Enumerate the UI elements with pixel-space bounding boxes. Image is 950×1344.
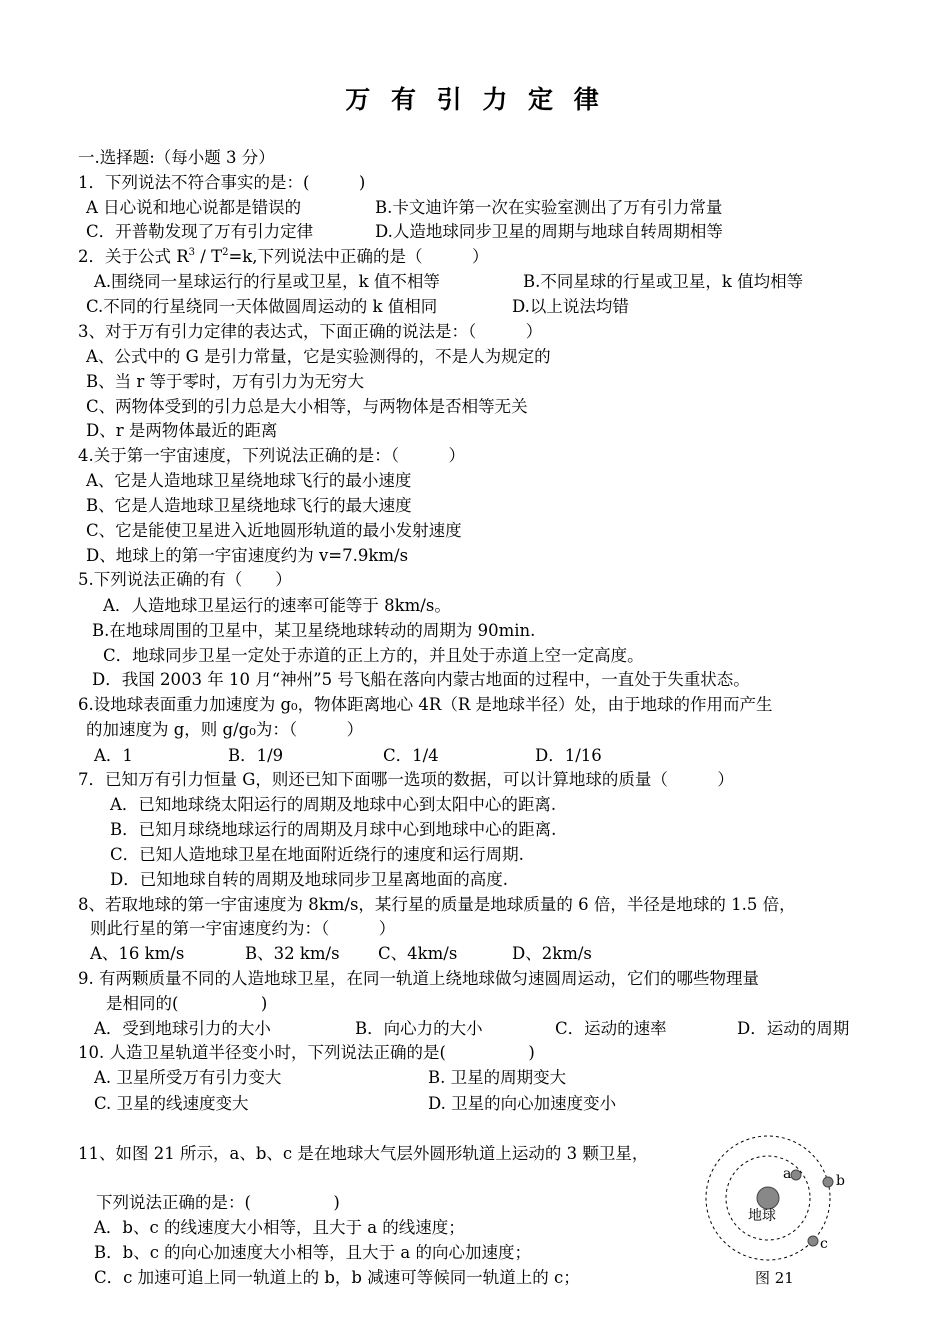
q2-stem: 2．关于公式 $R^3 / T^2=k$,下列说法中正确的是（ ） — [78, 247, 489, 266]
q10-stem: 10. 人造卫星轨道半径变小时，下列说法正确的是( ) — [78, 1043, 535, 1062]
q11-stem-line2: 下列说法正确的是：( ) — [96, 1193, 340, 1212]
q2-option-c: C.不同的行星绕同一天体做圆周运动的 k 值相同 — [86, 297, 438, 316]
earth-label: 地球 — [748, 1208, 776, 1224]
q9-option-a: A．受到地球引力的大小 — [94, 1019, 271, 1038]
q8-option-d: D、2km/s — [512, 944, 592, 963]
satellite-c-label: c — [820, 1236, 828, 1252]
satellite-c-icon — [808, 1236, 818, 1246]
q4-option-d: D、地球上的第一宇宙速度约为 v=7.9km/s — [86, 546, 409, 565]
q3-stem: 3、对于万有引力定律的表达式，下面正确的说法是：（ ） — [78, 322, 543, 341]
q8-stem-line1: 8、若取地球的第一宇宙速度为 8km/s，某行星的质量是地球质量的 6 倍，半径是地球的 1.5 倍， — [78, 895, 796, 914]
q11-option-c: C．c 加速可追上同一轨道上的 b，b 减速可等候同一轨道上的 c； — [94, 1268, 580, 1287]
q5-stem: 5.下列说法正确的有（ ） — [78, 570, 292, 589]
q4-stem: 4.关于第一宇宙速度，下列说法正确的是：（ ） — [78, 446, 465, 465]
q8-stem-line2: 则此行星的第一宇宙速度约为：（ ） — [90, 919, 396, 938]
q9-option-b: B．向心力的大小 — [355, 1019, 483, 1038]
q7-option-d: D．已知地球自转的周期及地球同步卫星离地面的高度. — [110, 870, 508, 889]
earth-icon — [757, 1187, 779, 1209]
q1-option-c: C．开普勒发现了万有引力定律 — [86, 222, 314, 241]
q4-option-c: C、它是能使卫星进入近地圆形轨道的最小发射速度 — [86, 521, 462, 540]
q5-option-d: D．我国 2003 年 10 月“神州”5 号飞船在落向内蒙古地面的过程中，一直处于失重状态。 — [92, 670, 750, 689]
q6-stem-line2: 的加速度为 g，则 g/g₀为：（ ） — [86, 720, 364, 739]
q6-option-b: B．1/9 — [228, 746, 284, 765]
q6-option-d: D．1/16 — [535, 746, 602, 765]
q8-option-c: C、4km/s — [378, 944, 458, 963]
q11-option-a: A．b、c 的线速度大小相等，且大于 a 的线速度； — [94, 1218, 465, 1237]
q2-option-d: D.以上说法均错 — [512, 297, 629, 316]
q5-option-a: A．人造地球卫星运行的速率可能等于 8km/s。 — [103, 596, 451, 615]
q7-stem: 7．已知万有引力恒量 G，则还已知下面哪一选项的数据，可以计算地球的质量（ ） — [78, 770, 734, 789]
q2-option-a: A.围绕同一星球运行的行星或卫星，k 值不相等 — [94, 272, 440, 291]
q9-option-c: C．运动的速率 — [555, 1019, 667, 1038]
q8-option-b: B、32 km/s — [245, 944, 340, 963]
q3-option-d: D、r 是两物体最近的距离 — [86, 421, 278, 440]
satellite-a-label: a — [783, 1166, 792, 1182]
q4-option-a: A、它是人造地球卫星绕地球飞行的最小速度 — [86, 471, 412, 490]
q7-option-a: A．已知地球绕太阳运行的周期及地球中心到太阳中心的距离. — [110, 795, 557, 814]
q10-option-b: B. 卫星的周期变大 — [428, 1068, 567, 1087]
q2-option-b: B.不同星球的行星或卫星，k 值均相等 — [523, 272, 804, 291]
q1-option-d: D.人造地球同步卫星的周期与地球自转周期相等 — [375, 222, 723, 241]
q10-option-d: D. 卫星的向心加速度变小 — [428, 1094, 617, 1113]
q11-stem-line1: 11、如图 21 所示，a、b、c 是在地球大气层外圆形轨道上运动的 3 颗卫星， — [78, 1144, 649, 1163]
q9-stem-line1: 9. 有两颗质量不同的人造地球卫星，在同一轨道上绕地球做匀速圆周运动，它们的哪些物理量 — [78, 969, 759, 988]
q4-option-b: B、它是人造地球卫星绕地球飞行的最大速度 — [86, 496, 412, 515]
q6-option-c: C．1/4 — [383, 746, 439, 765]
page-title: 万 有 引 力 定 律 — [345, 85, 605, 114]
section-heading: 一.选择题:（每小题 3 分） — [78, 148, 275, 167]
q1-option-b: B.卡文迪许第一次在实验室测出了万有引力常量 — [375, 198, 723, 217]
q1-stem: 1．下列说法不符合事实的是：( ) — [78, 173, 366, 192]
q3-option-a: A、公式中的 G 是引力常量，它是实验测得的，不是人为规定的 — [86, 347, 551, 366]
q3-option-c: C、两物体受到的引力总是大小相等，与两物体是否相等无关 — [86, 397, 528, 416]
q6-option-a: A．1 — [94, 746, 133, 765]
q6-stem-line1: 6.设地球表面重力加速度为 g₀，物体距离地心 4R（R 是地球半径）处，由于地球的作用而产生 — [78, 695, 773, 714]
satellite-b-label: b — [836, 1173, 845, 1189]
satellite-b-icon — [823, 1177, 833, 1187]
q1-option-a: A 日心说和地心说都是错误的 — [86, 198, 302, 217]
q8-option-a: A、16 km/s — [90, 944, 185, 963]
q3-option-b: B、当 r 等于零时，万有引力为无穷大 — [86, 372, 365, 391]
q10-option-c: C. 卫星的线速度变大 — [94, 1094, 249, 1113]
satellite-a-icon — [791, 1170, 801, 1180]
q11-option-b: B．b、c 的向心加速度大小相等，且大于 a 的向心加速度； — [94, 1243, 532, 1262]
q5-option-c: C．地球同步卫星一定处于赤道的正上方的，并且处于赤道上空一定高度。 — [103, 646, 644, 665]
q9-stem-line2: 是相同的( ) — [106, 994, 268, 1013]
q9-option-d: D．运动的周期 — [737, 1019, 850, 1038]
q7-option-c: C．已知人造地球卫星在地面附近绕行的速度和运行周期. — [110, 845, 524, 864]
q5-option-b: B.在地球周围的卫星中，某卫星绕地球转动的周期为 90min. — [92, 621, 536, 640]
figure-caption: 图 21 — [755, 1269, 794, 1287]
q10-option-a: A. 卫星所受万有引力变大 — [94, 1068, 282, 1087]
q7-option-b: B．已知月球绕地球运行的周期及月球中心到地球中心的距离. — [110, 820, 557, 839]
